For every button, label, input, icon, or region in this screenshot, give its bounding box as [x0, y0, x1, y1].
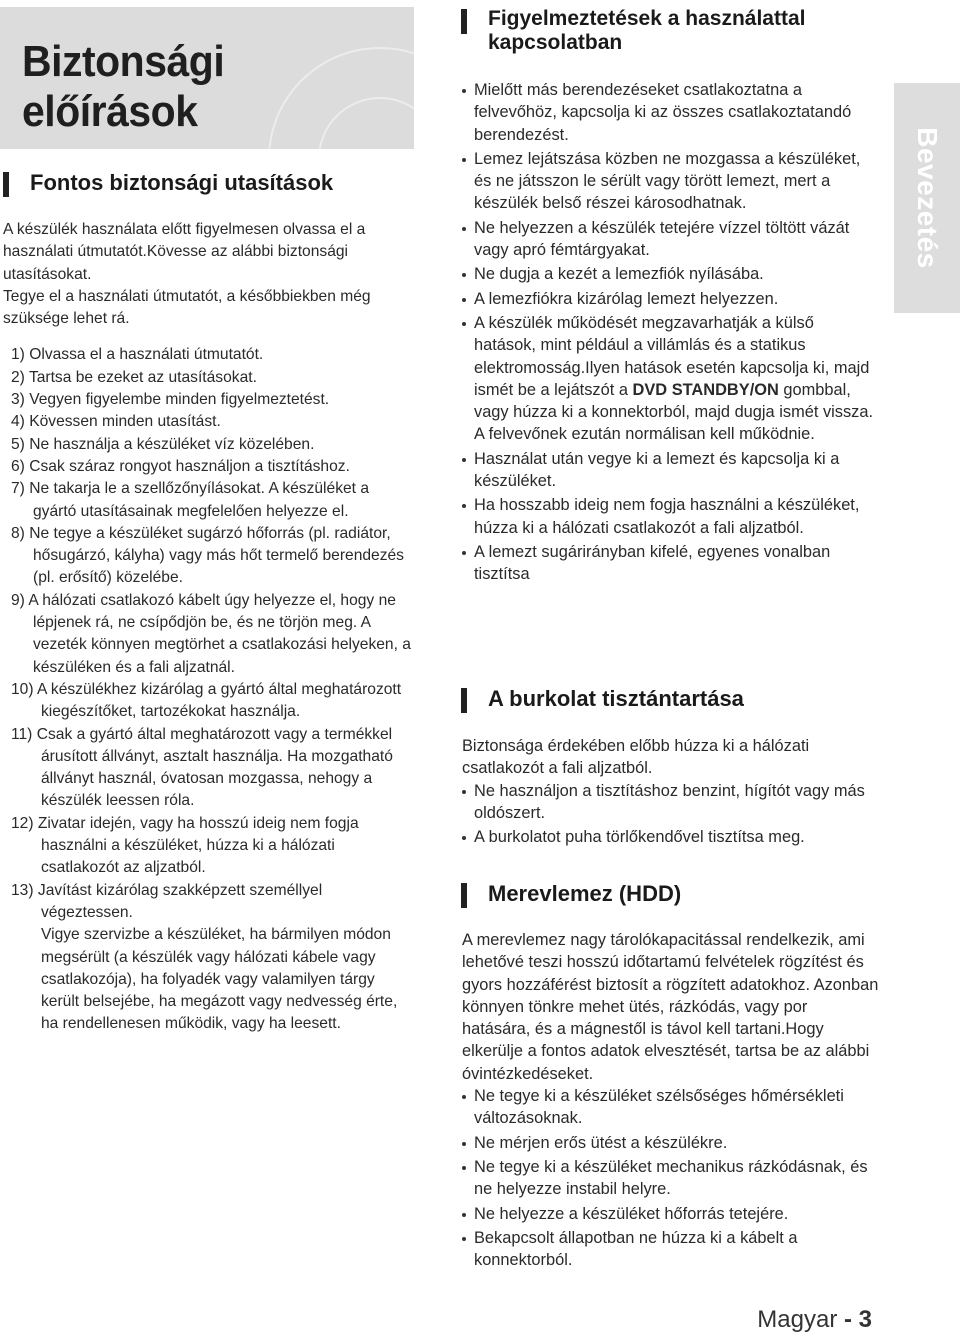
section-side-tab — [894, 83, 960, 313]
list-item: Ne tegye ki a készüléket mechanikus rázkódásnak, és ne helyezze instabil helyre. — [462, 1156, 880, 1201]
list-item: 13) Javítást kizárólag szakképzett személlyel végeztessen. Vigye szervizbe a készüléket, ha bármilyen módon megsérült (a készülék vagy hálózati kábele vagy csatlakozója), ha folyadék vagy valamilyen tárgy került belsejébe, ha megázott vagy nedvesség érte, ha rendellenesen működik, vagy ha leesett. — [11, 880, 413, 1036]
usage-warnings-text — [462, 79, 880, 588]
page-title: Biztonsági előírások — [22, 37, 225, 136]
heading-text: Merevlemez (HDD) — [488, 881, 682, 906]
heading-text: Fontos biztonsági utasítások — [30, 170, 334, 195]
list-item: Mielőtt más berendezéseket csatlakoztatna a felvevőhöz, kapcsolja ki az összes csatlakoztatandó berendezést. — [462, 79, 880, 146]
hdd-text — [462, 929, 880, 1273]
usage-warnings-list — [462, 79, 880, 586]
list-item: Ne helyezzen a készülék tetejére vízzel töltött vázát vagy apró fémtárgyakat. — [462, 217, 880, 262]
side-tab-label: Bevezetés — [912, 127, 943, 269]
list-item: Lemez lejátszása közben ne mozgassa a készüléket, és ne játsszon le sérült vagy törött lemezt, mert a készülék belső részei károsodhatnak. — [462, 148, 880, 215]
list-item: 8) Ne tegye a készüléket sugárzó hőforrás (pl. radiátor, hősugárzó, kályha) vagy más hőt termelő berendezés (pl. erősítő) közelébe. — [11, 524, 404, 587]
heading-bar — [461, 688, 467, 713]
list-item: Ne dugja a kezét a lemezfiók nyílásába. — [462, 263, 880, 285]
heading-bar — [461, 9, 467, 34]
intro-paragraph: Tegye el a használati útmutatót, a későbbiekben még szüksége lehet rá. — [3, 287, 371, 328]
intro-paragraph: A készülék használata előtt figyelmesen olvassa el a használati útmutatót.Kövesse az alábbi biztonsági utasításokat. — [3, 221, 366, 283]
list-item: Ne mérjen erős ütést a készülékre. — [462, 1132, 880, 1154]
footer-separator: - — [837, 1306, 859, 1333]
list-item: 11) Csak a gyártó által meghatározott vagy a termékkel árusított állványt, asztalt használja. Ha mozgatható állványt használ, óvatosan mozgassa, nehogy a készülék leessen róla. — [11, 725, 393, 810]
button-name-emphasis: DVD STANDBY/ON — [632, 380, 779, 399]
list-item: Bekapcsolt állapotban ne húzza ki a kábelt a konnektorból. — [462, 1227, 880, 1272]
list-item: 7) Ne takarja le a szellőzőnyílásokat. A készüléket a gyártó utasításainak megfelelően helyezze el. — [11, 480, 369, 520]
list-item: 12) Zivatar idején, vagy ha hosszú ideig nem fogja használni a készüléket, húzza ki a hálózati csatlakozót az aljzatból. — [11, 814, 359, 877]
title-banner — [0, 7, 414, 149]
heading-text: A burkolat tisztántartása — [488, 686, 744, 711]
list-item: Ne helyezze a készüléket hőforrás tetejére. — [462, 1203, 880, 1225]
list-item: 6) Csak száraz rongyot használjon a tisztításhoz. — [11, 457, 350, 475]
list-item: 5) Ne használja a készüléket víz közelében. — [11, 435, 315, 453]
list-item: Ne tegye ki a készüléket szélsőséges hőmérsékleti változásoknak. — [462, 1085, 880, 1130]
case-cleaning-list — [462, 780, 880, 849]
hdd-precautions-list — [462, 1085, 880, 1271]
case-intro: Biztonsága érdekében előbb húzza ki a hálózati csatlakozót a fali aljzatból. — [462, 737, 810, 778]
heading-bar — [3, 172, 9, 197]
list-item: 9) A hálózati csatlakozó kábelt úgy helyezze el, hogy ne lépjenek rá, ne csípődjön be, és ne törjön meg. A vezeték könnyen megtörhet a csatlakozási helyeken, a készüléken és a fali aljzatnál. — [11, 591, 411, 676]
list-item: A burkolatot puha törlőkendővel tisztítsa meg. — [462, 826, 880, 848]
heading-important-safety — [3, 170, 333, 195]
list-item: Használat után vegye ki a lemezt és kapcsolja ki a készüléket. — [462, 448, 880, 493]
left-column-text — [3, 219, 413, 1036]
list-item: A lemezt sugárirányban kifelé, egyenes vonalban tisztítsa — [462, 541, 880, 586]
list-item: Ne használjon a tisztításhoz benzint, hígítót vagy más oldószert. — [462, 780, 880, 825]
case-cleaning-text — [462, 735, 880, 850]
hdd-intro: A merevlemez nagy tárolókapacitással rendelkezik, ami lehetővé teszi hosszú időtartamú felvételek rögzítést és gyors hozzáférést biztosít a rögzített adatokhoz. Azonban könnyen tönkre mehet ütés, rázkódás, vagy por hatására, és a mágnestől is távol kell tartani.Hogy elkerülje a fontos adatok elvesztését, tartsa be az alábbi óvintézkedéseket. — [462, 931, 879, 1083]
heading-text: Figyelmeztetések a használattal kapcsolatban — [488, 7, 806, 55]
list-item: 10) A készülékhez kizárólag a gyártó által meghatározott kiegészítőket, tartozékokat használja. — [11, 680, 402, 721]
page-number: 3 — [858, 1306, 872, 1333]
heading-hdd — [461, 881, 681, 906]
list-item-continuation: Vigye szervizbe a készüléket, ha bármilyen módon megsérült (a készülék vagy hálózati kábele vagy csatlakozója), ha folyadék vagy valamilyen tárgy került belsejébe, ha megázott vagy nedvesség érte, ha rendellenesen működik, vagy ha leesett. — [41, 926, 398, 1033]
footer-language: Magyar — [757, 1306, 838, 1333]
list-item: Ha hosszabb ideig nem fogja használni a készüléket, húzza ki a hálózati csatlakozót a fali aljzatból. — [462, 494, 880, 539]
page-footer — [757, 1306, 872, 1334]
heading-bar — [461, 883, 467, 908]
safety-instructions-list — [11, 344, 413, 1035]
list-item: A készülék működését megzavarhatják a külső hatások, mint például a villámlás és a statikus elektromosság.Ilyen hatások esetén kapcsolja ki, majd ismét be a lejátszót a DVD STANDBY/ON gombbal, vagy húzza ki a konnektorból, majd dugja ismét vissza. A felvevőnek ezután normálisan kell működnie. — [462, 312, 880, 446]
heading-usage-warnings — [461, 7, 888, 55]
heading-case-cleaning — [461, 686, 744, 711]
list-item: 3) Vegyen figyelembe minden figyelmeztetést. — [11, 391, 330, 409]
list-item: 4) Kövessen minden utasítást. — [11, 413, 221, 431]
list-item: A lemezfiókra kizárólag lemezt helyezzen. — [462, 288, 880, 310]
list-item: 2) Tartsa be ezeket az utasításokat. — [11, 368, 257, 386]
list-item: 1) Olvassa el a használati útmutatót. — [11, 346, 264, 364]
